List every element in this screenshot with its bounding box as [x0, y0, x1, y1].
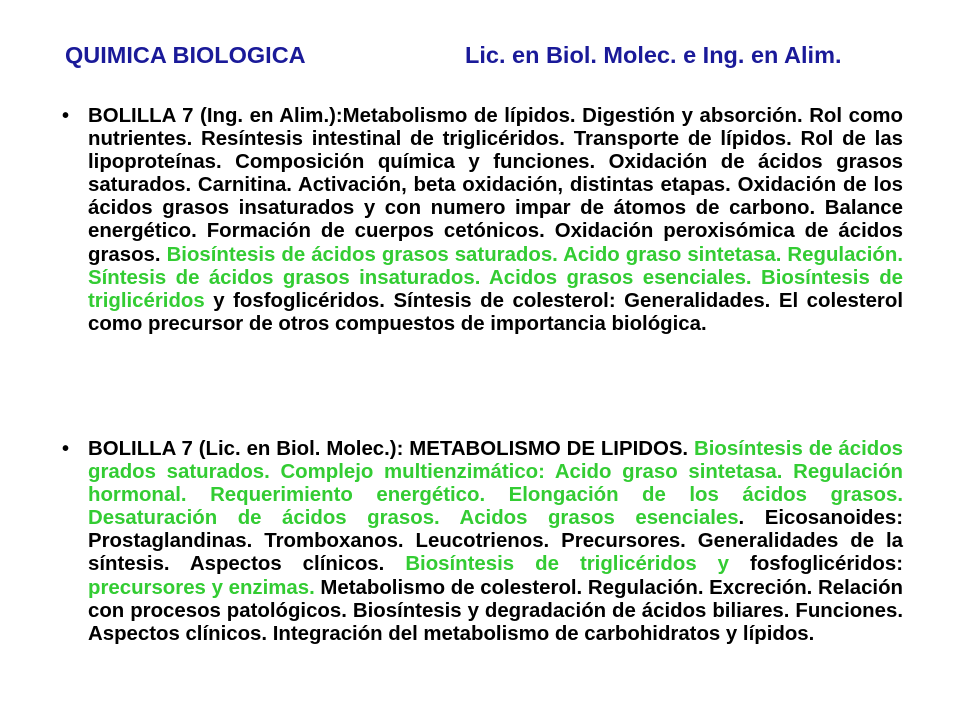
slide-title — [65, 42, 925, 76]
bullet-icon: • — [62, 438, 70, 460]
text-segment: Metabolismo de colesterol. Regulación. Excreción. Relación con procesos patológicos. Biosíntesis y degradación de ácidos biliares. Funciones. Aspectos clínicos. Integración del metabolismo de carbohidratos y lípidos. — [88, 576, 903, 645]
text-segment: BOLILLA 7 (Ing. en Alim.):Metabolismo de lípidos. Digestión y absorción. Rol como nutrientes. Resíntesis intestinal de triglicéridos. Transporte de lípidos. Rol de las lipoproteínas. Composición química y funciones. Oxidación de ácidos grasos saturados. Carnitina. Activación, beta oxidación, distintas etapas. Oxidación de los ácidos grasos insaturados y con numero impar de átomos de carbono. Balance energético. Formación de cuerpos cetónicos. Oxidación peroxisómica de ácidos grasos. — [88, 105, 903, 266]
syllabus-item-lic-biol — [62, 438, 903, 646]
text-segment: BOLILLA 7 (Lic. en Biol. Molec.): METABOLISMO DE LIPIDOS. — [88, 438, 694, 460]
highlighted-segment: Biosíntesis de triglicéridos y — [405, 553, 730, 576]
highlighted-segment: Biosíntesis de ácidos grasos saturados. Acido graso sintetasa. Regulación. Síntesis de ácidos grasos insaturados. Acidos grasos esenciales. Biosíntesis de triglicéridos — [88, 243, 903, 312]
bullet-icon: • — [62, 105, 70, 127]
text-segment: fosfoglicéridos: — [729, 553, 903, 576]
highlighted-segment: precursores y enzimas. — [88, 576, 315, 599]
text-segment: y fosfoglicéridos. Síntesis de colesterol: Generalidades. El colesterol como precursor de otros compuestos de importancia biológica. — [88, 289, 903, 335]
programs-subtitle: Lic. en Biol. Molec. e Ing. en Alim. — [465, 42, 842, 68]
highlighted-segment: Biosíntesis de ácidos grados saturados. Complejo multienzimático: Acido graso sintetasa. Regulación hormonal. Requerimiento energético. Elongación de los ácidos grasos. Desaturación de ácidos grasos. Acidos grasos esenciales — [88, 438, 903, 530]
text-segment: . Eicosanoides: Prostaglandinas. Tromboxanos. Leucotrienos. Precursores. Generalidades de la síntesis. Aspectos clínicos. — [88, 507, 903, 576]
course-title: QUIMICA BIOLOGICA — [65, 42, 306, 68]
syllabus-item-ing-alim — [62, 105, 903, 336]
